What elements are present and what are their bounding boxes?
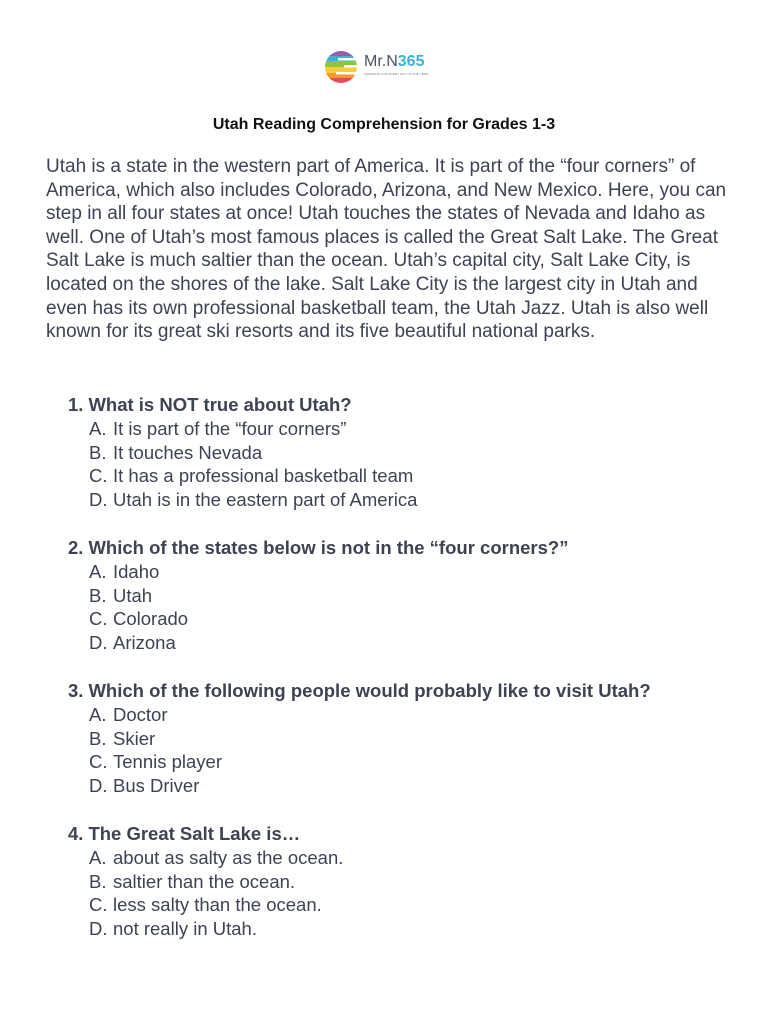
- answer-option: [89, 846, 748, 870]
- question-number: 2.: [68, 537, 84, 558]
- option-text: about as salty as the ocean.: [113, 846, 344, 868]
- option-text: not really in Utah.: [113, 918, 257, 940]
- answer-option: [89, 870, 748, 894]
- question-header: [68, 536, 748, 560]
- option-text: It touches Nevada: [113, 441, 263, 463]
- answer-options: [89, 703, 748, 798]
- question-4: [68, 822, 748, 941]
- option-letter: B.: [89, 584, 107, 606]
- reading-passage: Utah is a state in the western part of America. It is part of the “four corners” of America, which also includes Colorado, Arizona, and New Mexico. Here, you can step in all four states at once! Utah touches the states of Nevada and Idaho as well. One of Utah’s most famous places is called the Great Salt Lake. The Great Salt Lake is much saltier than the ocean. Utah’s capital city, Salt Lake City, is located on the shores of the lake. Salt Lake City is the largest city in Utah and even has its own professional basketball team, the Utah Jazz. Utah is also well known for its great ski resorts and its five beautiful national parks.: [46, 156, 727, 343]
- answer-options: [89, 417, 748, 512]
- option-letter: A.: [89, 846, 107, 868]
- brand-logo: [324, 48, 446, 86]
- question-text: What is NOT true about Utah?: [88, 394, 352, 415]
- question-header: [68, 679, 748, 703]
- option-letter: A.: [89, 560, 107, 582]
- answer-option: [89, 464, 748, 488]
- option-letter: A.: [89, 703, 107, 725]
- option-letter: D.: [89, 632, 108, 654]
- option-text: less salty than the ocean.: [113, 894, 322, 916]
- option-letter: B.: [89, 870, 107, 892]
- option-text: Utah is in the eastern part of America: [113, 489, 418, 511]
- answer-option: [89, 417, 748, 441]
- answer-option: [89, 631, 748, 655]
- option-text: Skier: [113, 727, 156, 749]
- answer-options: [89, 560, 748, 655]
- answer-option: [89, 893, 748, 917]
- option-text: Colorado: [113, 608, 189, 630]
- answer-option: [89, 560, 748, 584]
- option-text: Utah: [113, 584, 153, 606]
- logo-name-prefix: Mr.N: [364, 53, 398, 70]
- answer-option: [89, 488, 748, 512]
- option-letter: A.: [89, 417, 107, 439]
- question-header: [68, 393, 748, 417]
- option-text: It is part of the “four corners”: [113, 417, 347, 439]
- answer-option: [89, 727, 748, 751]
- option-text: saltier than the ocean.: [113, 870, 296, 892]
- answer-option: [89, 703, 748, 727]
- option-letter: B.: [89, 441, 107, 463]
- option-letter: C.: [89, 608, 108, 630]
- option-text: It has a professional basketball team: [113, 465, 414, 487]
- answer-option: [89, 774, 748, 798]
- rainbow-circle-icon: [324, 48, 360, 86]
- logo-tagline: LEARNING FOR EVERY DAY OF THE YEAR: [364, 72, 429, 76]
- question-text: The Great Salt Lake is…: [88, 823, 301, 844]
- question-number: 3.: [68, 680, 84, 701]
- question-text: Which of the states below is not in the “four corners?”: [88, 537, 569, 558]
- question-header: [68, 822, 748, 846]
- answer-option: [89, 750, 748, 774]
- question-text: Which of the following people would probably like to visit Utah?: [88, 680, 651, 701]
- question-1: [68, 393, 748, 512]
- question-3: [68, 679, 748, 798]
- option-letter: C.: [89, 751, 108, 773]
- option-letter: D.: [89, 489, 108, 511]
- answer-options: [89, 846, 748, 941]
- option-text: Tennis player: [113, 751, 223, 773]
- answer-option: [89, 441, 748, 465]
- answer-option: [89, 584, 748, 608]
- option-letter: C.: [89, 465, 108, 487]
- answer-option: [89, 607, 748, 631]
- logo-name-suffix: 365: [397, 53, 425, 70]
- question-2: [68, 536, 748, 655]
- option-text: Doctor: [113, 703, 168, 725]
- option-letter: B.: [89, 727, 107, 749]
- option-letter: C.: [89, 894, 108, 916]
- question-number: 1.: [68, 394, 84, 415]
- option-letter: D.: [89, 775, 108, 797]
- answer-option: [89, 917, 748, 941]
- option-letter: D.: [89, 918, 108, 940]
- page-title: Utah Reading Comprehension for Grades 1-3: [212, 116, 556, 133]
- option-text: Arizona: [113, 632, 176, 654]
- option-text: Idaho: [113, 560, 160, 582]
- logo-wordmark: [364, 53, 424, 71]
- question-number: 4.: [68, 823, 84, 844]
- option-text: Bus Driver: [113, 775, 200, 797]
